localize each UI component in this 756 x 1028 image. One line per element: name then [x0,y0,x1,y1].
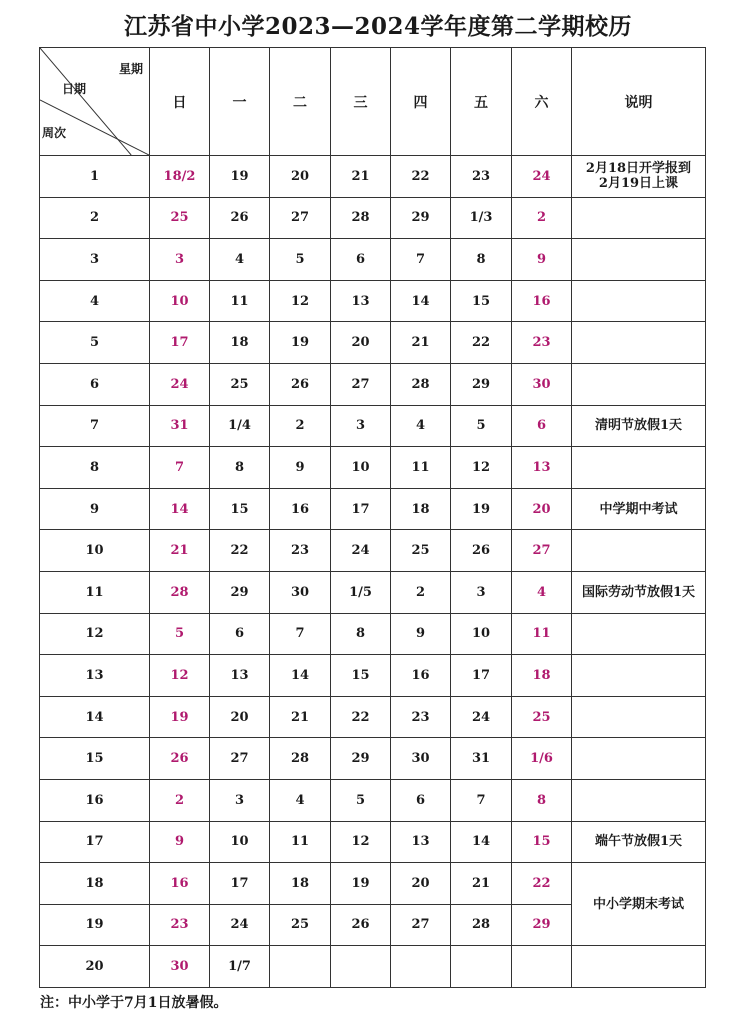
date-cell: 4 [391,405,451,447]
date-cell: 29 [210,571,270,613]
header-day-mon: 一 [210,48,270,156]
date-cell: 18 [210,322,270,364]
date-cell: 28 [451,904,512,946]
date-cell: 27 [210,738,270,780]
date-cell: 31 [150,405,210,447]
note-cell [572,571,706,613]
week-number-cell: 1 [40,156,150,198]
date-cell [391,946,451,988]
table-row [40,197,706,239]
date-cell: 12 [331,821,391,863]
date-cell: 3 [451,571,512,613]
date-cell: 1/6 [512,738,572,780]
date-cell: 26 [270,363,331,405]
date-cell: 15 [451,280,512,322]
date-cell: 20 [391,863,451,905]
date-cell: 29 [451,363,512,405]
date-cell: 24 [451,696,512,738]
note-text: 国际劳动节放假1天 [581,584,696,600]
table-row [40,655,706,697]
date-cell: 30 [512,363,572,405]
date-cell [451,946,512,988]
date-cell: 20 [331,322,391,364]
week-number-cell: 3 [40,239,150,281]
header-day-tue: 二 [270,48,331,156]
week-number-cell: 12 [40,613,150,655]
date-cell: 15 [331,655,391,697]
date-cell: 24 [210,904,270,946]
page-title: 江苏省中小学2023—2024学年度第二学期校历 [123,13,633,40]
date-cell: 2 [391,571,451,613]
date-cell [331,946,391,988]
date-cell: 24 [150,363,210,405]
date-cell: 5 [150,613,210,655]
week-number-cell: 10 [40,530,150,572]
note-text: 清明节放假1天 [594,418,683,434]
date-cell: 12 [451,447,512,489]
date-cell: 25 [210,363,270,405]
date-cell: 22 [331,696,391,738]
note-cell [572,613,706,655]
date-cell: 26 [451,530,512,572]
note-text: 中学期中考试 [599,501,678,517]
date-cell: 8 [331,613,391,655]
week-number-cell: 5 [40,322,150,364]
date-cell: 25 [391,530,451,572]
note-cell [572,488,706,530]
date-cell: 23 [512,322,572,364]
date-cell: 30 [150,946,210,988]
date-cell: 3 [150,239,210,281]
date-cell: 7 [150,447,210,489]
table-row [40,821,706,863]
note-cell [572,655,706,697]
note-cell [572,405,706,447]
table-row [40,530,706,572]
date-cell: 15 [210,488,270,530]
date-cell: 11 [270,821,331,863]
date-cell: 7 [270,613,331,655]
week-number-cell: 11 [40,571,150,613]
table-row [40,447,706,489]
note-cell [572,696,706,738]
calendar-body [40,156,706,988]
date-cell: 7 [391,239,451,281]
note-cell [572,779,706,821]
date-cell: 19 [451,488,512,530]
date-cell: 29 [331,738,391,780]
date-cell: 1/5 [331,571,391,613]
date-cell: 26 [150,738,210,780]
date-cell: 4 [210,239,270,281]
date-cell: 23 [270,530,331,572]
date-cell: 28 [391,363,451,405]
date-cell: 31 [451,738,512,780]
note-cell [572,239,706,281]
table-row [40,156,706,198]
date-cell: 19 [210,156,270,198]
date-cell: 22 [451,322,512,364]
date-cell: 17 [150,322,210,364]
date-cell: 30 [391,738,451,780]
date-cell: 12 [150,655,210,697]
date-cell: 18 [391,488,451,530]
date-cell: 16 [512,280,572,322]
date-cell: 16 [270,488,331,530]
note-text: 2月18日开学报到 [585,161,692,177]
date-cell: 20 [512,488,572,530]
date-cell: 8 [451,239,512,281]
table-row [40,863,706,905]
date-cell: 14 [270,655,331,697]
date-cell: 20 [210,696,270,738]
week-number-cell: 20 [40,946,150,988]
date-cell: 10 [210,821,270,863]
date-cell: 10 [331,447,391,489]
date-cell: 26 [331,904,391,946]
table-row [40,322,706,364]
table-row [40,363,706,405]
table-row [40,280,706,322]
date-cell: 28 [331,197,391,239]
date-cell: 2 [150,779,210,821]
date-cell: 13 [512,447,572,489]
date-cell: 2 [512,197,572,239]
table-row [40,613,706,655]
date-cell: 20 [270,156,331,198]
date-cell: 5 [270,239,331,281]
table-row [40,488,706,530]
date-cell: 14 [150,488,210,530]
week-number-cell: 7 [40,405,150,447]
date-cell: 23 [391,696,451,738]
date-cell: 14 [391,280,451,322]
date-cell: 17 [331,488,391,530]
note-cell [572,197,706,239]
header-day-fri: 五 [451,48,512,156]
date-cell: 25 [270,904,331,946]
date-cell: 9 [270,447,331,489]
header-day-sun: 日 [150,48,210,156]
week-number-cell: 9 [40,488,150,530]
table-row [40,571,706,613]
table-row [40,405,706,447]
date-cell: 27 [391,904,451,946]
date-cell: 5 [331,779,391,821]
date-cell: 27 [270,197,331,239]
corner-label-weekday: 星期 [118,62,143,76]
header-row [40,48,706,156]
date-cell: 9 [391,613,451,655]
note-cell [572,156,706,198]
date-cell: 11 [391,447,451,489]
date-cell: 10 [451,613,512,655]
date-cell: 19 [331,863,391,905]
note-cell [572,322,706,364]
date-cell: 18 [512,655,572,697]
note-text: 端午节放假1天 [594,834,683,850]
note-cell [572,821,706,863]
note-cell [572,946,706,988]
date-cell: 24 [512,156,572,198]
date-cell: 10 [150,280,210,322]
note-cell [572,447,706,489]
date-cell: 1/7 [210,946,270,988]
date-cell: 21 [150,530,210,572]
date-cell: 3 [331,405,391,447]
date-cell: 17 [210,863,270,905]
date-cell: 28 [270,738,331,780]
date-cell: 6 [331,239,391,281]
date-cell: 19 [150,696,210,738]
date-cell: 2 [270,405,331,447]
date-cell: 30 [270,571,331,613]
note-cell [572,863,706,946]
note-cell [572,363,706,405]
date-cell: 16 [150,863,210,905]
date-cell: 6 [210,613,270,655]
date-cell: 16 [391,655,451,697]
date-cell: 18 [270,863,331,905]
date-cell [512,946,572,988]
week-number-cell: 17 [40,821,150,863]
week-number-cell: 8 [40,447,150,489]
date-cell: 27 [512,530,572,572]
date-cell: 9 [512,239,572,281]
week-number-cell: 13 [40,655,150,697]
date-cell: 6 [512,405,572,447]
date-cell: 4 [270,779,331,821]
week-number-cell: 4 [40,280,150,322]
date-cell: 18/2 [150,156,210,198]
date-cell: 23 [150,904,210,946]
week-number-cell: 16 [40,779,150,821]
note-text: 中小学期末考试 [592,896,684,912]
table-row [40,696,706,738]
date-cell: 11 [210,280,270,322]
date-cell: 24 [331,530,391,572]
date-cell: 21 [391,322,451,364]
date-cell: 9 [150,821,210,863]
note-cell [572,738,706,780]
date-cell: 21 [270,696,331,738]
date-cell: 28 [150,571,210,613]
date-cell [270,946,331,988]
date-cell: 4 [512,571,572,613]
date-cell: 21 [331,156,391,198]
header-note: 说明 [572,48,706,156]
date-cell: 29 [512,904,572,946]
date-cell: 27 [331,363,391,405]
date-cell: 13 [331,280,391,322]
note-text: 2月19日上课 [598,176,679,192]
school-calendar-table [39,47,706,988]
date-cell: 26 [210,197,270,239]
date-cell: 1/4 [210,405,270,447]
date-cell: 12 [270,280,331,322]
week-number-cell: 2 [40,197,150,239]
header-day-thu: 四 [391,48,451,156]
table-row [40,738,706,780]
date-cell: 17 [451,655,512,697]
week-number-cell: 6 [40,363,150,405]
week-number-cell: 15 [40,738,150,780]
corner-label-week-number: 周次 [42,126,67,140]
note-cell [572,280,706,322]
date-cell: 3 [210,779,270,821]
date-cell: 7 [451,779,512,821]
date-cell: 22 [210,530,270,572]
date-cell: 8 [210,447,270,489]
table-row [40,779,706,821]
date-cell: 5 [451,405,512,447]
date-cell: 13 [391,821,451,863]
note-cell [572,530,706,572]
header-corner-cell [40,48,150,156]
date-cell: 29 [391,197,451,239]
date-cell: 22 [512,863,572,905]
date-cell: 14 [451,821,512,863]
date-cell: 21 [451,863,512,905]
date-cell: 11 [512,613,572,655]
date-cell: 25 [512,696,572,738]
table-row [40,946,706,988]
date-cell: 13 [210,655,270,697]
date-cell: 6 [391,779,451,821]
header-day-sat: 六 [512,48,572,156]
week-number-cell: 19 [40,904,150,946]
footnote: 注：中小学于7月1日放暑假。 [40,995,228,1011]
date-cell: 23 [451,156,512,198]
date-cell: 1/3 [451,197,512,239]
week-number-cell: 14 [40,696,150,738]
date-cell: 25 [150,197,210,239]
date-cell: 19 [270,322,331,364]
date-cell: 15 [512,821,572,863]
table-row [40,239,706,281]
corner-label-date: 日期 [62,82,87,96]
date-cell: 8 [512,779,572,821]
header-day-wed: 三 [331,48,391,156]
week-number-cell: 18 [40,863,150,905]
date-cell: 22 [391,156,451,198]
